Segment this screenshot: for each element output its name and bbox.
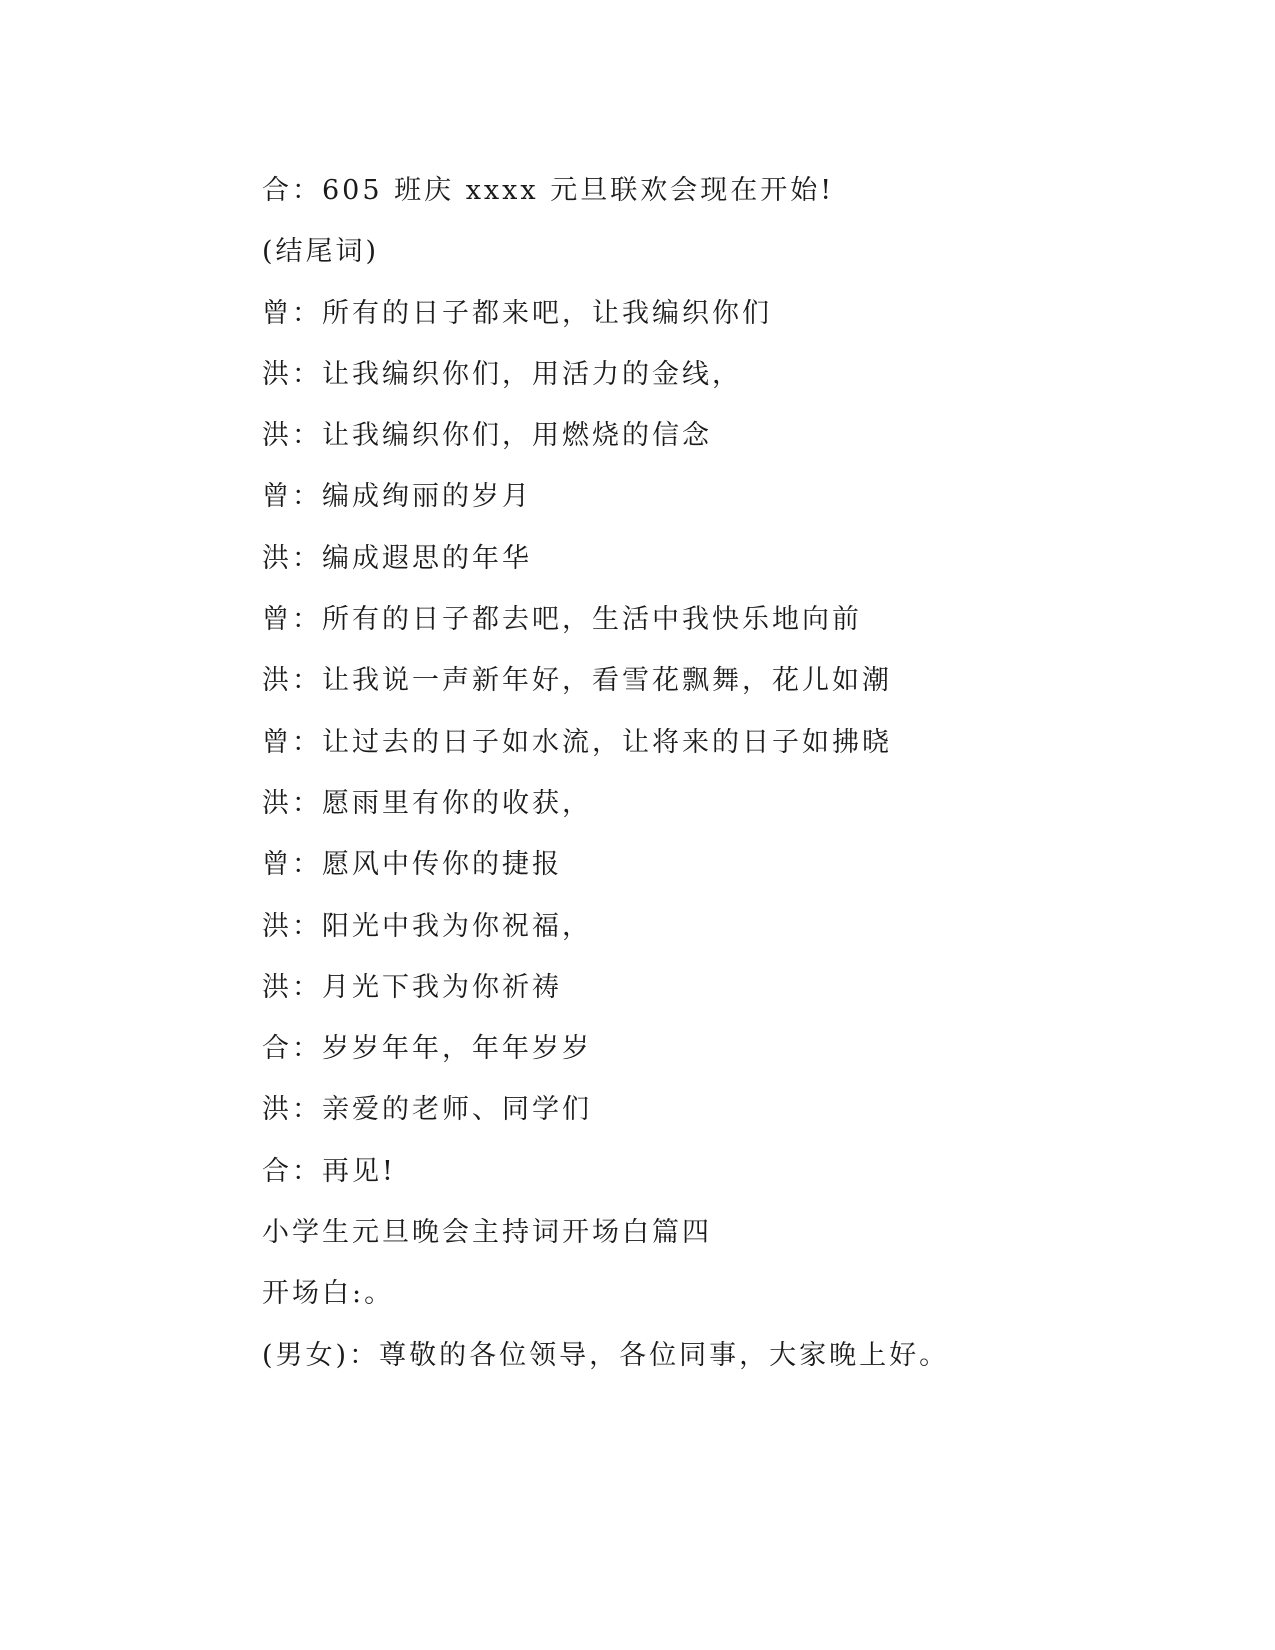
text-line: 洪：让我编织你们，用活力的金线， (262, 358, 742, 390)
text-line: 曾：所有的日子都来吧，让我编织你们 (262, 297, 772, 329)
text-line: 合：再见! (262, 1155, 396, 1187)
text-line: (男女)：尊敬的各位领导，各位同事，大家晚上好。 (262, 1339, 950, 1371)
text-line: 合：605 班庆 xxxx 元旦联欢会现在开始! (262, 175, 835, 206)
text-line: 洪：月光下我为你祈祷 (262, 971, 562, 1003)
section-heading: 小学生元旦晚会主持词开场白篇四 (262, 1217, 712, 1249)
text-line: 洪：阳光中我为你祝福， (262, 910, 592, 942)
text-line: 曾：所有的日子都去吧，生活中我快乐地向前 (262, 604, 862, 636)
text-line: 曾：让过去的日子如水流，让将来的日子如拂晓 (262, 726, 892, 758)
text-line: (结尾词) (262, 236, 380, 268)
text-line: 洪：让我编织你们，用燃烧的信念 (262, 420, 712, 452)
text-line: 合：岁岁年年，年年岁岁 (262, 1033, 592, 1065)
document-body (262, 160, 1162, 1386)
text-line: 洪：愿雨里有你的收获， (262, 787, 592, 819)
text-line: 洪：编成遐思的年华 (262, 542, 532, 574)
text-line: 曾：编成绚丽的岁月 (262, 481, 532, 513)
text-line: 洪：让我说一声新年好，看雪花飘舞，花儿如潮 (262, 665, 892, 697)
text-line: 曾：愿风中传你的捷报 (262, 849, 562, 881)
text-line: 洪：亲爱的老师、同学们 (262, 1094, 592, 1126)
text-line: 开场白:。 (262, 1278, 395, 1310)
